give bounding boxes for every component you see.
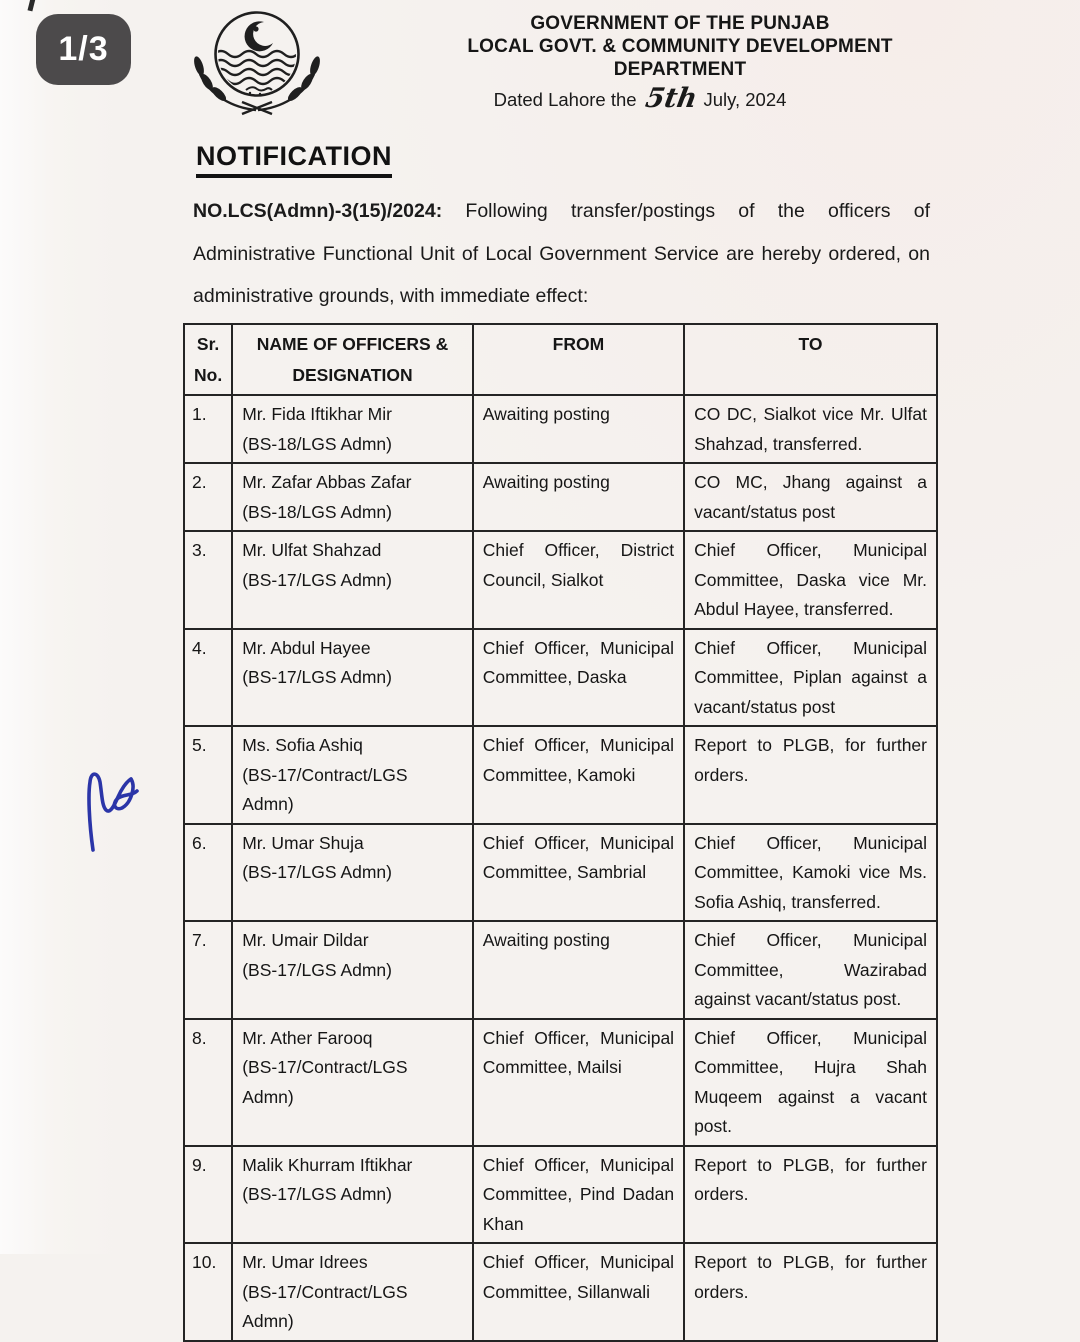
cell-to: Report to PLGB, for further orders. <box>684 1243 937 1341</box>
cell-officer <box>232 921 473 1019</box>
cell-officer <box>232 1146 473 1244</box>
header-from: FROM <box>473 324 684 395</box>
cell-officer <box>232 1243 473 1341</box>
officer-designation: (BS-18/LGS Admn) <box>242 433 392 454</box>
department-title-line2: LOCAL GOVT. & COMMUNITY DEVELOPMENT <box>467 36 893 57</box>
cell-sr-no: 2. <box>184 463 232 531</box>
cell-from: Awaiting posting <box>473 395 684 463</box>
notification-heading: NOTIFICATION <box>196 141 392 178</box>
cell-from: Chief Officer, District Council, Sialkot <box>473 531 684 629</box>
officer-name: Mr. Umar Shuja <box>242 832 364 853</box>
table-row <box>184 1243 937 1341</box>
officer-name: Ms. Sofia Ashiq <box>242 735 363 755</box>
header-name-designation <box>232 324 473 395</box>
cell-sr-no: 5. <box>184 726 232 824</box>
cell-from: Chief Officer, Municipal Committee, Sambrial <box>473 824 684 922</box>
header-to: TO <box>684 324 937 395</box>
table-row <box>184 463 937 531</box>
table-header-row <box>184 324 937 395</box>
department-title <box>420 12 940 81</box>
cell-from: Chief Officer, Municipal Committee, Kamoki <box>473 726 684 824</box>
officer-name: Mr. Umar Idrees <box>242 1252 368 1272</box>
officer-designation: (BS-17/LGS Admn) <box>242 862 392 882</box>
cell-from: Chief Officer, Municipal Committee, Pind Dadan Khan <box>473 1146 684 1244</box>
date-prefix: Dated Lahore the <box>493 89 637 110</box>
table-row <box>184 921 937 1019</box>
table-row <box>184 531 937 629</box>
officer-designation: (BS-18/LGS Admn) <box>242 501 392 522</box>
cell-sr-no: 7. <box>184 921 232 1019</box>
table-row <box>184 629 937 727</box>
punjab-government-crest-icon <box>176 6 338 120</box>
officer-designation: (BS-17/LGS Admn) <box>242 569 392 590</box>
cell-officer <box>232 726 473 824</box>
cell-from: Chief Officer, Municipal Committee, Mailsi <box>473 1019 684 1146</box>
officer-designation: (BS-17/LGS Admn) <box>242 959 392 980</box>
cell-officer <box>232 395 473 463</box>
header-sr-no <box>184 324 232 395</box>
cell-to: Chief Officer, Municipal Committee, Wazirabad against vacant/status post. <box>684 921 937 1019</box>
cell-sr-no: 1. <box>184 395 232 463</box>
header-name-line1: NAME OF OFFICERS & <box>256 334 449 354</box>
transfer-postings-table <box>183 323 938 1342</box>
cell-to: CO MC, Jhang against a vacant/status post <box>684 463 937 531</box>
header-sr-line2: No. <box>194 365 223 385</box>
cell-from: Awaiting posting <box>473 463 684 531</box>
department-title-line1: GOVERNMENT OF THE PUNJAB <box>530 13 830 34</box>
officer-designation: (BS-17/Contract/LGS Admn) <box>242 764 408 814</box>
officer-designation: (BS-17/LGS Admn) <box>242 667 392 687</box>
notification-body-paragraph <box>193 190 930 318</box>
cell-sr-no: 3. <box>184 531 232 629</box>
cell-sr-no: 6. <box>184 824 232 922</box>
handwritten-date-day: 5th <box>642 83 700 114</box>
cell-officer <box>232 824 473 922</box>
officer-name: Mr. Fida Iftikhar Mir <box>242 404 392 424</box>
header-name-line2: DESIGNATION <box>292 365 413 385</box>
page-number-badge <box>36 14 131 85</box>
officer-name: Mr. Ather Farooq <box>242 1027 373 1048</box>
cell-officer <box>232 463 473 531</box>
scan-artifact-mark <box>28 0 36 11</box>
cell-to: Chief Officer, Municipal Committee, Daska vice Mr. Abdul Hayee, transferred. <box>684 531 937 629</box>
table-row <box>184 726 937 824</box>
table-row <box>184 395 937 463</box>
cell-officer <box>232 531 473 629</box>
cell-from: Chief Officer, Municipal Committee, Sillanwali <box>473 1243 684 1341</box>
cell-to: Chief Officer, Municipal Committee, Hujra Shah Muqeem against a vacant post. <box>684 1019 937 1146</box>
officer-designation: (BS-17/Contract/LGS Admn) <box>242 1281 408 1331</box>
officer-name: Malik Khurram Iftikhar <box>242 1154 413 1175</box>
reference-number: NO.LCS(Admn)-3(15)/2024: <box>193 200 443 222</box>
cell-from: Chief Officer, Municipal Committee, Daska <box>473 629 684 727</box>
cell-from: Awaiting posting <box>473 921 684 1019</box>
cell-officer <box>232 1019 473 1146</box>
cell-to: Report to PLGB, for further orders. <box>684 1146 937 1244</box>
table-row <box>184 1019 937 1146</box>
header-sr-line1: Sr. <box>196 334 220 354</box>
officer-designation: (BS-17/Contract/LGS Admn) <box>242 1057 408 1107</box>
cell-to: CO DC, Sialkot vice Mr. Ulfat Shahzad, transferred. <box>684 395 937 463</box>
cell-officer <box>232 629 473 727</box>
notification-body-text: Following transfer/postings of the officers of Administrative Functional Unit of Local Government Service are hereby ordered, on administrative grounds, with immediate effect: <box>193 200 930 307</box>
cell-sr-no: 4. <box>184 629 232 727</box>
cell-sr-no: 9. <box>184 1146 232 1244</box>
table-row <box>184 1146 937 1244</box>
cell-to: Chief Officer, Municipal Committee, Kamoki vice Ms. Sofia Ashiq, transferred. <box>684 824 937 922</box>
officer-name: Mr. Umair Dildar <box>242 930 369 950</box>
officer-name: Mr. Zafar Abbas Zafar <box>242 472 412 492</box>
cell-to: Chief Officer, Municipal Committee, Piplan against a vacant/status post <box>684 629 937 727</box>
cell-sr-no: 8. <box>184 1019 232 1146</box>
officer-name: Mr. Ulfat Shahzad <box>242 540 382 560</box>
date-line <box>420 83 860 114</box>
cell-to: Report to PLGB, for further orders. <box>684 726 937 824</box>
officer-designation: (BS-17/LGS Admn) <box>242 1184 392 1204</box>
signature-initial-mark <box>76 758 148 858</box>
table-row <box>184 824 937 922</box>
department-title-line3: DEPARTMENT <box>613 59 747 80</box>
page-number-label: 1/3 <box>58 30 109 68</box>
officer-name: Mr. Abdul Hayee <box>242 637 371 658</box>
cell-sr-no: 10. <box>184 1243 232 1341</box>
date-suffix: July, 2024 <box>703 89 787 110</box>
